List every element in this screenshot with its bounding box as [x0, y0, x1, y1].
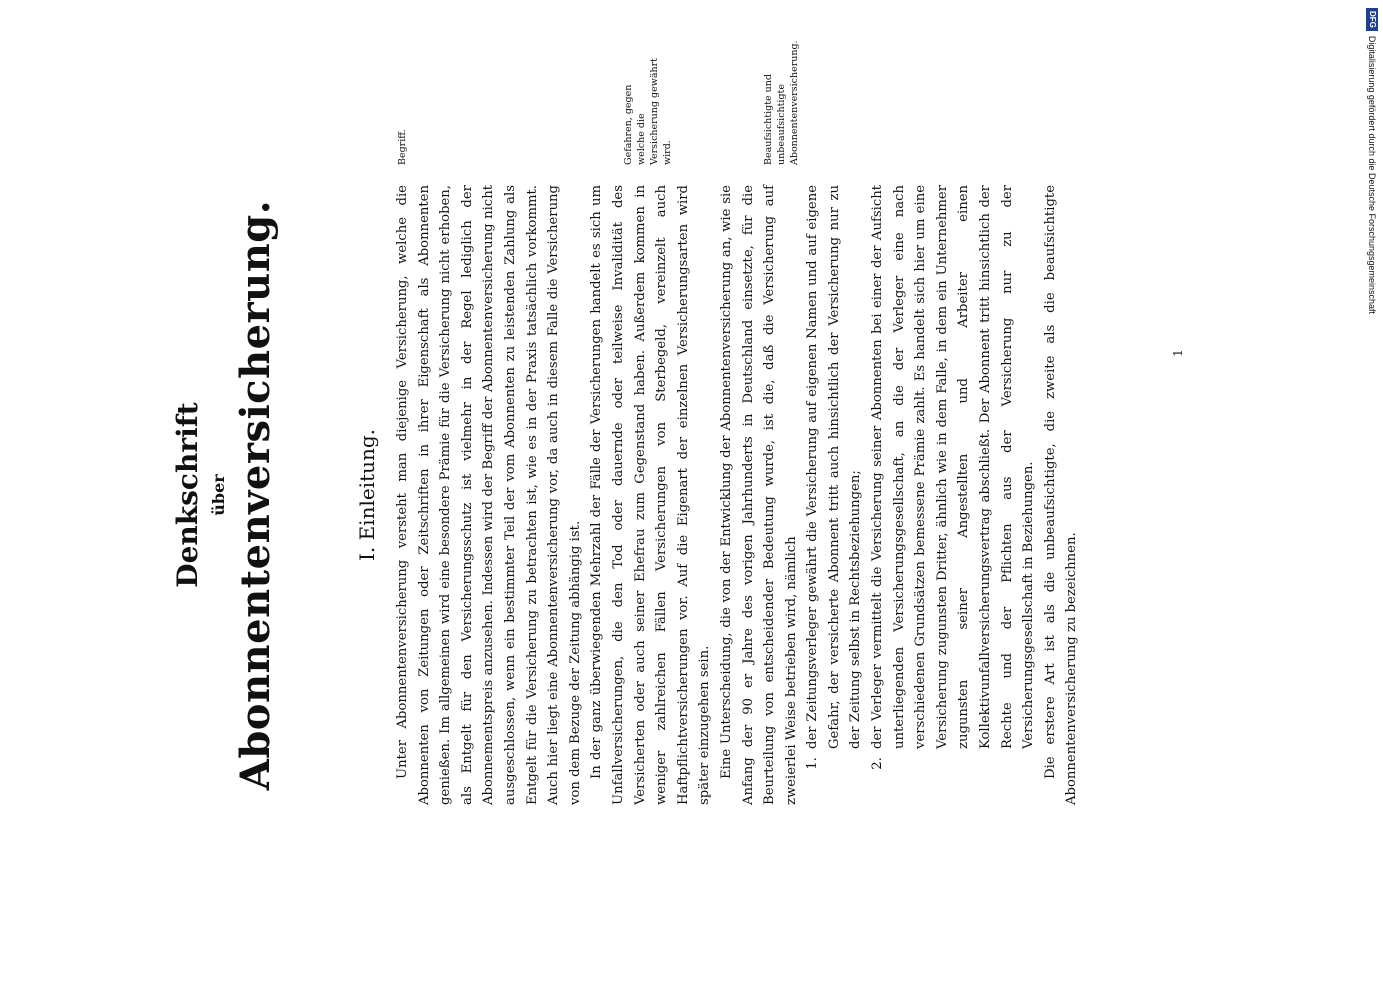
title-line-1: Denkschrift	[171, 402, 204, 588]
rotated-document-page	[160, 40, 1160, 925]
paragraph-distinction: Eine Unterscheidung, die von der Entwicklung der Abonnentenversicherung an, wie sie Anfang der 90 er Jahre des vorigen Jahrhunderts in Deutschland einsetzte, für die Beurteilung von entscheidender Bedeutung wurde, ist die, daß die Versicherung auf zweierlei Weise betrieben wird, nämlich	[718, 185, 799, 805]
page-number: 1	[1170, 349, 1185, 357]
document-title	[172, 65, 279, 925]
digitization-credit	[1366, 8, 1378, 392]
distinction-list	[802, 185, 1040, 805]
paragraph-definition: Unter Abonnentenversicherung versteht man diejenige Versicherung, welche die Abonnenten von Zeitungen oder Zeitschriften in ihrer Eigenschaft als Abonnenten genießen. Im allgemeinen wird eine besondere Prämie für die Versicherung nicht erhoben, als Entgelt für den Versicherungsschutz ist vielmehr in der Regel lediglich der Abonnementspreis anzusehen. Indessen wird der Begriff der Abonnentenversicherung nicht ausgeschlossen, wenn ein bestimmter Teil der vom Abonnenten zu leistenden Zahlung als Entgelt für die Versicherung zu betrachten ist, wie es in der Praxis tatsächlich vorkommt. Auch hier liegt eine Abonnentenversicherung vor, da auch in diesem Falle die Versicherung von dem Bezuge der Zeitung abhängig ist.	[395, 185, 583, 805]
section-heading: I. Einleitung.	[355, 428, 379, 562]
list-item: 1. der Zeitungsverleger gewährt die Versicherung auf eigenen Namen und auf eigene Gefahr, der versicherte Abonnent tritt auch hinsichtlich der Versicherung nur zu der Zeitung selbst in Rechtsbeziehungen;	[802, 185, 867, 753]
paragraph-risks: In der ganz überwiegenden Mehrzahl der Fälle der Versicherungen handelt es sich um Unfallversicherungen, die den Tod oder dauernde oder teilweise Invalidität des Versicherten oder auch seiner Ehefrau zum Gegenstand haben. Außerdem kommen in weniger zahlreichen Fällen Versicherungen von Sterbegeld, vereinzelt auch Haftpflichtversicherungen vor. Auf die Eigenart der einzelnen Versicherungsarten wird später einzugehen sein.	[589, 185, 713, 805]
margin-note-beaufsichtigte: Beaufsichtigte und unbeaufsichtigte Abonnentenversicherung.	[763, 40, 800, 165]
credit-rotated	[1366, 8, 1378, 392]
margin-note-begriff: Begriff.	[397, 129, 408, 165]
list-item: 2. der Verleger vermittelt die Versicherung seiner Abonnenten bei einer der Aufsicht unterliegenden Versicherungsgesellschaft, an die der Verleger eine nach verschiedenen Grundsätzen bemessene Prämie zahlt. Es handelt sich hier um eine Versicherung zugunsten Dritter, ähnlich wie in dem Falle, in dem ein Unternehmer zugunsten seiner Angestellten und Arbeiter einen Kollektivunfallversicherungsvertrag abschließt. Der Abonnent tritt hinsichtlich der Rechte und der Pflichten aus der Versicherung nur zu der Versicherungsgesellschaft in Beziehungen.	[867, 185, 1040, 753]
margin-note-gefahren: Gefahren, gegen welche die Versicherung gewährt wird.	[623, 58, 673, 165]
title-line-2: über	[209, 474, 229, 516]
dfg-logo: DFG	[1366, 8, 1378, 31]
credit-text: Digitalisierung gefördert durch die Deutsche Forschungsgemeinschaft	[1367, 35, 1377, 315]
body-text	[392, 185, 1083, 805]
document-content	[160, 40, 1160, 925]
paragraph-closing: Die erstere Art ist als die unbeaufsichtigte, die zweite als die beaufsichtigte Abonnentenversicherung zu bezeichnen.	[1042, 185, 1080, 805]
title-line-3: Abonnentenversicherung.	[231, 199, 279, 791]
